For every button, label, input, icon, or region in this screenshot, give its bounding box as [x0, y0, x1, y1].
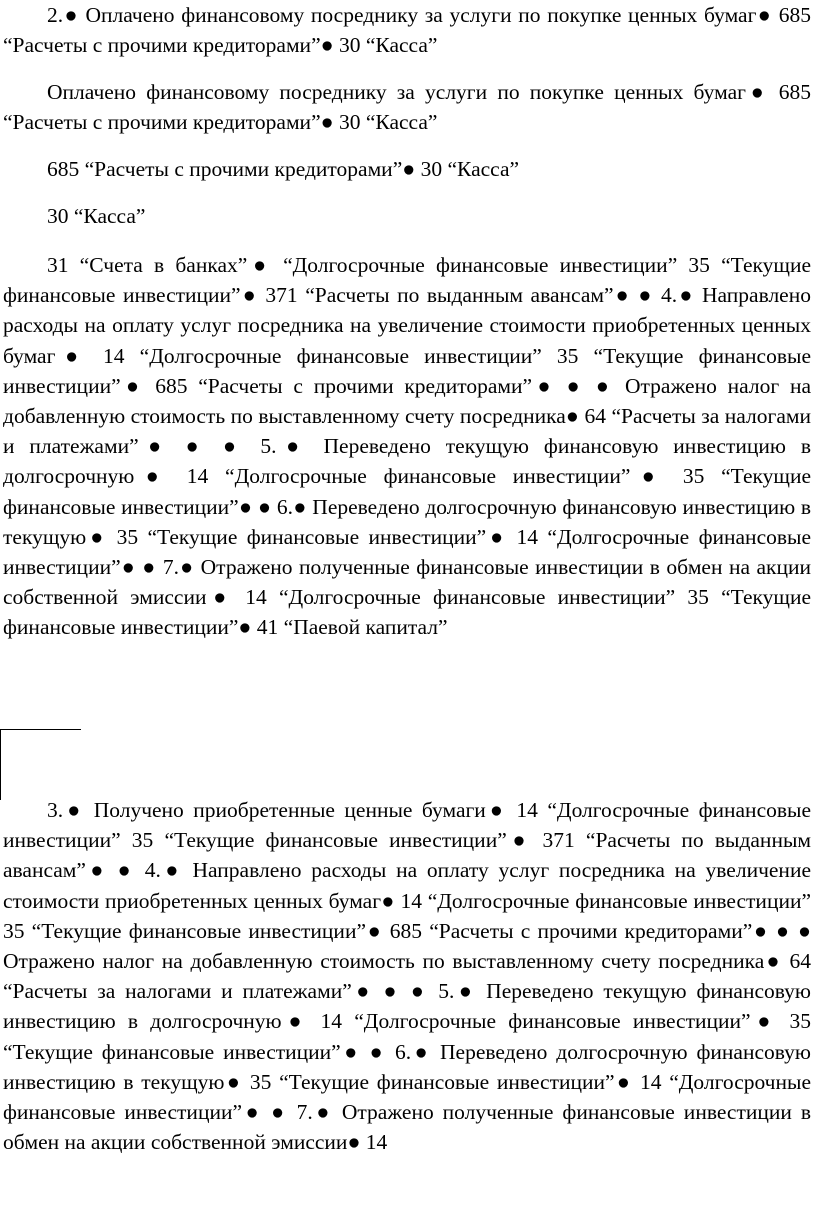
paragraph-account-30: 30 “Касса”: [47, 204, 146, 228]
paragraph-paid-intermediary: Оплачено финансовому посреднику за услуги по покупке ценных бумаг● 685 “Расчеты с прочими кредиторами”● 30 “Касса”: [3, 80, 811, 135]
paragraph-entry-2: 2.● Оплачено финансовому посреднику за услуги по покупке ценных бумаг● 685 “Расчеты с прочими кредиторами”● 30 “Касса”: [3, 3, 811, 58]
paragraph-account-31-entries: 31 “Счета в банках”● “Долгосрочные финансовые инвестиции” 35 “Текущие финансовые инвестиции”● 371 “Расчеты по выданным авансам”● ● 4.● Направлено расходы на оплату услуг посредника на увеличение стоимости приобретенных ценных бумаг● 14 “Долгосрочные финансовые инвестиции” 35 “Текущие финансовые инвестиции”● 685 “Расчеты с прочими кредиторами”● ● ● Отражено налог на добавленную стоимость по выставленному счету посредника● 64 “Расчеты за налогами и платежами”● ● ● 5.● Переведено текущую финансовую инвестицию в долгосрочную● 14 “Долгосрочные финансовые инвестиции”● 35 “Текущие финансовые инвестиции”● ● 6.● Переведено долгосрочную финансовую инвестицию в текущую● 35 “Текущие финансовые инвестиции”● 14 “Долгосрочные финансовые инвестиции”● ● 7.● Отражено полученные финансовые инвестиции в обмен на акции собственной эмиссии● 14 “Долгосрочные финансовые инвестиции” 35 “Текущие финансовые инвестиции”● 41 “Паевой капитал”: [3, 253, 811, 640]
paragraph-entry-3: 3.● Получено приобретенные ценные бумаги● 14 “Долгосрочные финансовые инвестиции” 35 “Текущие финансовые инвестиции”● 371 “Расчеты по выданным авансам”● ● 4.● Направлено расходы на оплату услуг посредника на увеличение стоимости приобретенных ценных бумаг● 14 “Долгосрочные финансовые инвестиции” 35 “Текущие финансовые инвестиции”● 685 “Расчеты с прочими кредиторами”● ● ● Отражено налог на добавленную стоимость по выставленному счету посредника● 64 “Расчеты за налогами и платежами”● ● ● 5.● Переведено текущую финансовую инвестицию в долгосрочную● 14 “Долгосрочные финансовые инвестиции”● 35 “Текущие финансовые инвестиции”● ● 6.● Переведено долгосрочную финансовую инвестицию в текущую● 35 “Текущие финансовые инвестиции”● 14 “Долгосрочные финансовые инвестиции”● ● 7.● Отражено полученные финансовые инвестиции в обмен на акции собственной эмиссии● 14: [3, 798, 811, 1155]
table-border-top: [0, 729, 81, 730]
table-border-left: [0, 729, 1, 800]
paragraph-account-685: 685 “Расчеты с прочими кредиторами”● 30 “Касса”: [47, 157, 520, 181]
